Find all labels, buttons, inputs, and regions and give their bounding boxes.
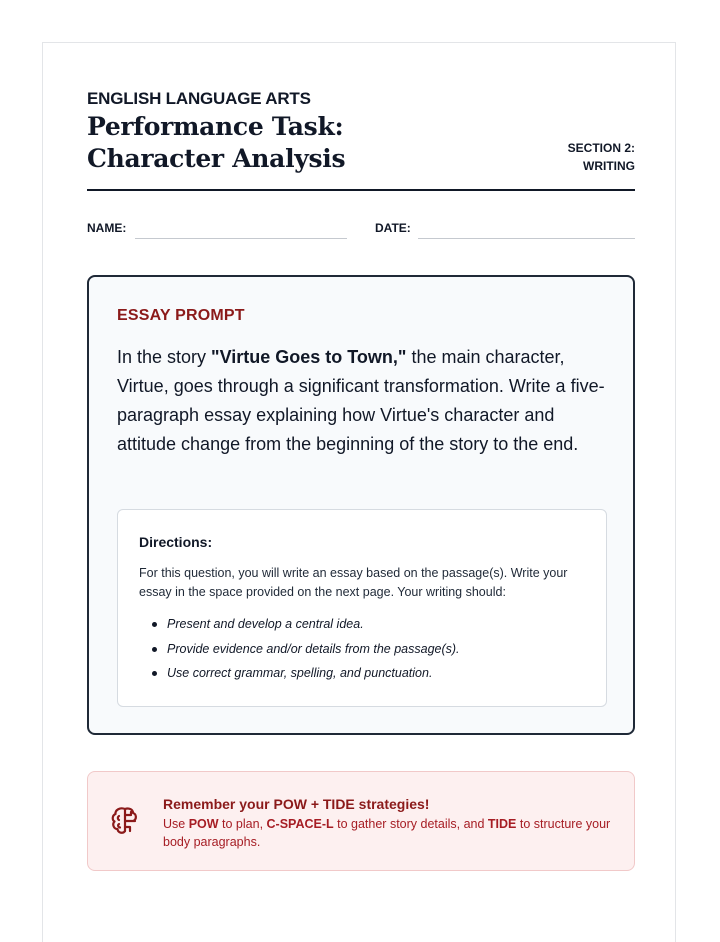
prompt-text-intro: In the story: [117, 347, 212, 367]
directions-title: Directions:: [139, 534, 213, 550]
section-number: SECTION 2:: [567, 141, 635, 155]
directions-text: For this question, you will write an essay based on the passage(s). Write your essay in the space provided on the next page. Your writing should:: [139, 566, 568, 599]
date-field-line[interactable]: [418, 238, 635, 239]
prompt-text-body: the main character, Virtue, goes through a significant transformation. Write a five-paragraph essay explaining how Virtue's character and attitude change from the beginning of the story to the end.: [117, 347, 605, 454]
list-item: [139, 664, 579, 689]
list-item-text: Use correct grammar, spelling, and punctuation.: [167, 666, 433, 680]
list-item: [139, 640, 579, 665]
date-label: DATE:: [375, 221, 411, 235]
reminder-text-part: to structure your body paragraphs.: [163, 817, 611, 849]
bullet-icon: [152, 671, 157, 676]
reminder-title: Remember your POW + TIDE strategies!: [163, 796, 430, 812]
prompt-heading: ESSAY PROMPT: [117, 307, 245, 324]
reminder-text-part: to gather story details, and: [333, 817, 488, 831]
strategy-cspace-l: C-SPACE-L: [266, 817, 334, 831]
directions-box: [117, 509, 607, 707]
strategy-pow: POW: [188, 817, 219, 831]
name-field-line[interactable]: [135, 238, 347, 239]
reminder-text-part: Use: [163, 817, 189, 831]
list-item: [139, 615, 579, 640]
strategy-tide: TIDE: [487, 817, 517, 831]
name-label: NAME:: [87, 221, 127, 235]
bullet-icon: [152, 622, 157, 627]
strategy-reminder-box: [87, 771, 635, 871]
reminder-text-part: to plan,: [218, 817, 267, 831]
brain-icon: [108, 804, 142, 838]
bullet-icon: [152, 647, 157, 652]
directions-list: [139, 615, 579, 689]
student-info-fields: [87, 221, 635, 241]
list-item-text: Provide evidence and/or details from the passage(s).: [167, 641, 460, 656]
story-title: "Virtue Goes to Town,": [211, 347, 407, 367]
subject-label: ENGLISH LANGUAGE ARTS: [87, 89, 311, 108]
prompt-text: [117, 343, 617, 459]
section-label: [525, 139, 635, 175]
page-title: Performance Task: Character Analysis: [87, 112, 346, 173]
section-name: WRITING: [583, 159, 635, 173]
list-item-text: Present and develop a central idea.: [167, 617, 364, 631]
essay-prompt-box: [87, 275, 635, 735]
worksheet-page: [42, 42, 676, 942]
reminder-text: [163, 816, 613, 851]
worksheet-header: [87, 87, 635, 191]
